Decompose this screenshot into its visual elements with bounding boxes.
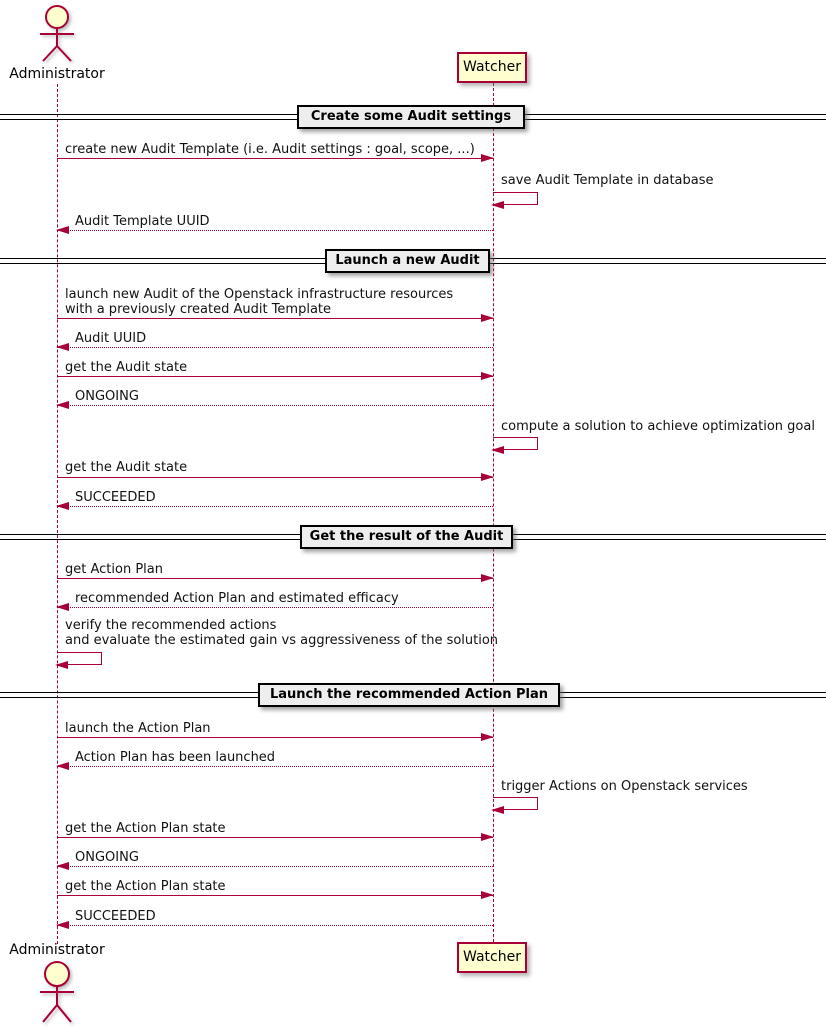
arrowhead-icon — [481, 314, 494, 322]
message-label — [65, 879, 226, 894]
message-text: and evaluate the estimated gain vs aggressiveness of the solution — [65, 633, 499, 648]
self-message-arrow — [57, 652, 102, 665]
message-text: get Action Plan — [65, 562, 163, 577]
self-message-label — [501, 419, 815, 434]
message-label — [75, 331, 146, 346]
message-arrow-left — [57, 766, 493, 767]
message-arrow-right — [57, 318, 493, 319]
message-text: verify the recommended actions — [65, 618, 277, 633]
arrowhead-icon — [56, 603, 69, 611]
message-label — [65, 360, 187, 375]
message-label — [75, 389, 139, 404]
message-text: with a previously created Audit Template — [65, 302, 332, 317]
arrowhead-icon — [56, 226, 69, 234]
message-arrow-left — [57, 506, 493, 507]
section-divider — [297, 105, 525, 129]
message-text: Audit UUID — [75, 331, 147, 346]
message-label — [75, 909, 156, 924]
message-text: compute a solution to achieve optimization goal — [501, 419, 815, 434]
message-text: recommended Action Plan and estimated efficacy — [75, 591, 399, 606]
message-text: Action Plan has been launched — [75, 750, 276, 765]
message-label — [65, 460, 187, 475]
arrowhead-icon — [56, 862, 69, 870]
actor-label-administrator-top: Administrator — [9, 66, 105, 82]
arrowhead-icon — [481, 733, 494, 741]
arrowhead-icon — [56, 921, 69, 929]
message-label — [75, 490, 156, 505]
message-arrow-right — [57, 477, 493, 478]
message-arrow-right — [57, 376, 493, 377]
message-label — [75, 591, 399, 606]
message-arrow-right — [57, 578, 493, 579]
self-message-label — [501, 779, 748, 794]
message-text: ONGOING — [75, 389, 139, 404]
arrowhead-icon — [56, 502, 69, 510]
section-divider-label: Launch the recommended Action Plan — [269, 687, 548, 702]
arrowhead-icon — [56, 343, 69, 351]
arrowhead-icon — [481, 154, 494, 162]
message-arrow-left — [57, 405, 493, 406]
arrowhead-icon — [491, 446, 504, 454]
message-text: Audit Template UUID — [75, 214, 210, 229]
arrowhead-icon — [491, 201, 504, 209]
message-text: SUCCEEDED — [75, 490, 156, 505]
arrowhead-icon — [481, 473, 494, 481]
self-message-arrow — [493, 437, 538, 450]
message-arrow-left — [57, 347, 493, 348]
message-label — [75, 214, 210, 229]
message-arrow-right — [57, 895, 493, 896]
self-message-arrow — [493, 192, 538, 205]
actor-administrator-icon-bottom — [34, 959, 80, 1029]
message-text: create new Audit Template (i.e. Audit settings : goal, scope, ...) — [65, 142, 475, 157]
section-divider-label: Get the result of the Audit — [309, 529, 504, 544]
message-text: launch new Audit of the Openstack infrastructure resources — [65, 287, 454, 302]
message-text: SUCCEEDED — [75, 909, 156, 924]
actor-administrator-icon — [34, 4, 80, 68]
message-arrow-left — [57, 866, 493, 867]
message-label — [75, 750, 275, 765]
message-label — [65, 821, 226, 836]
message-arrow-right — [57, 737, 493, 738]
message-arrow-left — [57, 925, 493, 926]
self-message-label — [501, 173, 714, 188]
participant-watcher-top — [457, 52, 527, 83]
message-text: get the Audit state — [65, 460, 188, 475]
arrowhead-icon — [481, 891, 494, 899]
participant-watcher-bottom — [457, 942, 527, 973]
message-label — [65, 562, 163, 577]
arrowhead-icon — [491, 806, 504, 814]
message-text: get the Audit state — [65, 360, 188, 375]
message-arrow-left — [57, 230, 493, 231]
participant-label-watcher-top: Watcher — [463, 59, 521, 75]
message-label — [65, 287, 453, 317]
message-label — [75, 850, 139, 865]
message-text: ONGOING — [75, 850, 139, 865]
message-text: launch the Action Plan — [65, 721, 211, 736]
message-text: get the Action Plan state — [65, 879, 226, 894]
message-arrow-right — [57, 158, 493, 159]
message-text: trigger Actions on Openstack services — [501, 779, 748, 794]
message-label — [65, 142, 475, 157]
arrowhead-icon — [56, 762, 69, 770]
message-arrow-right — [57, 837, 493, 838]
message-arrow-left — [57, 607, 493, 608]
arrowhead-icon — [481, 372, 494, 380]
section-divider — [300, 525, 513, 549]
section-divider — [258, 683, 560, 707]
self-message-label — [65, 618, 498, 648]
section-divider-label: Launch a new Audit — [335, 253, 480, 268]
arrowhead-icon — [55, 661, 68, 669]
actor-label-administrator-bottom: Administrator — [9, 942, 105, 958]
arrowhead-icon — [481, 574, 494, 582]
message-text: save Audit Template in database — [501, 173, 714, 188]
lifeline-administrator — [57, 84, 58, 944]
participant-label-watcher-bottom: Watcher — [463, 949, 521, 965]
arrowhead-icon — [56, 401, 69, 409]
section-divider-label: Create some Audit settings — [310, 109, 512, 124]
arrowhead-icon — [481, 833, 494, 841]
self-message-arrow — [493, 797, 538, 810]
message-text: get the Action Plan state — [65, 821, 226, 836]
section-divider — [325, 249, 490, 273]
message-label — [65, 721, 211, 736]
